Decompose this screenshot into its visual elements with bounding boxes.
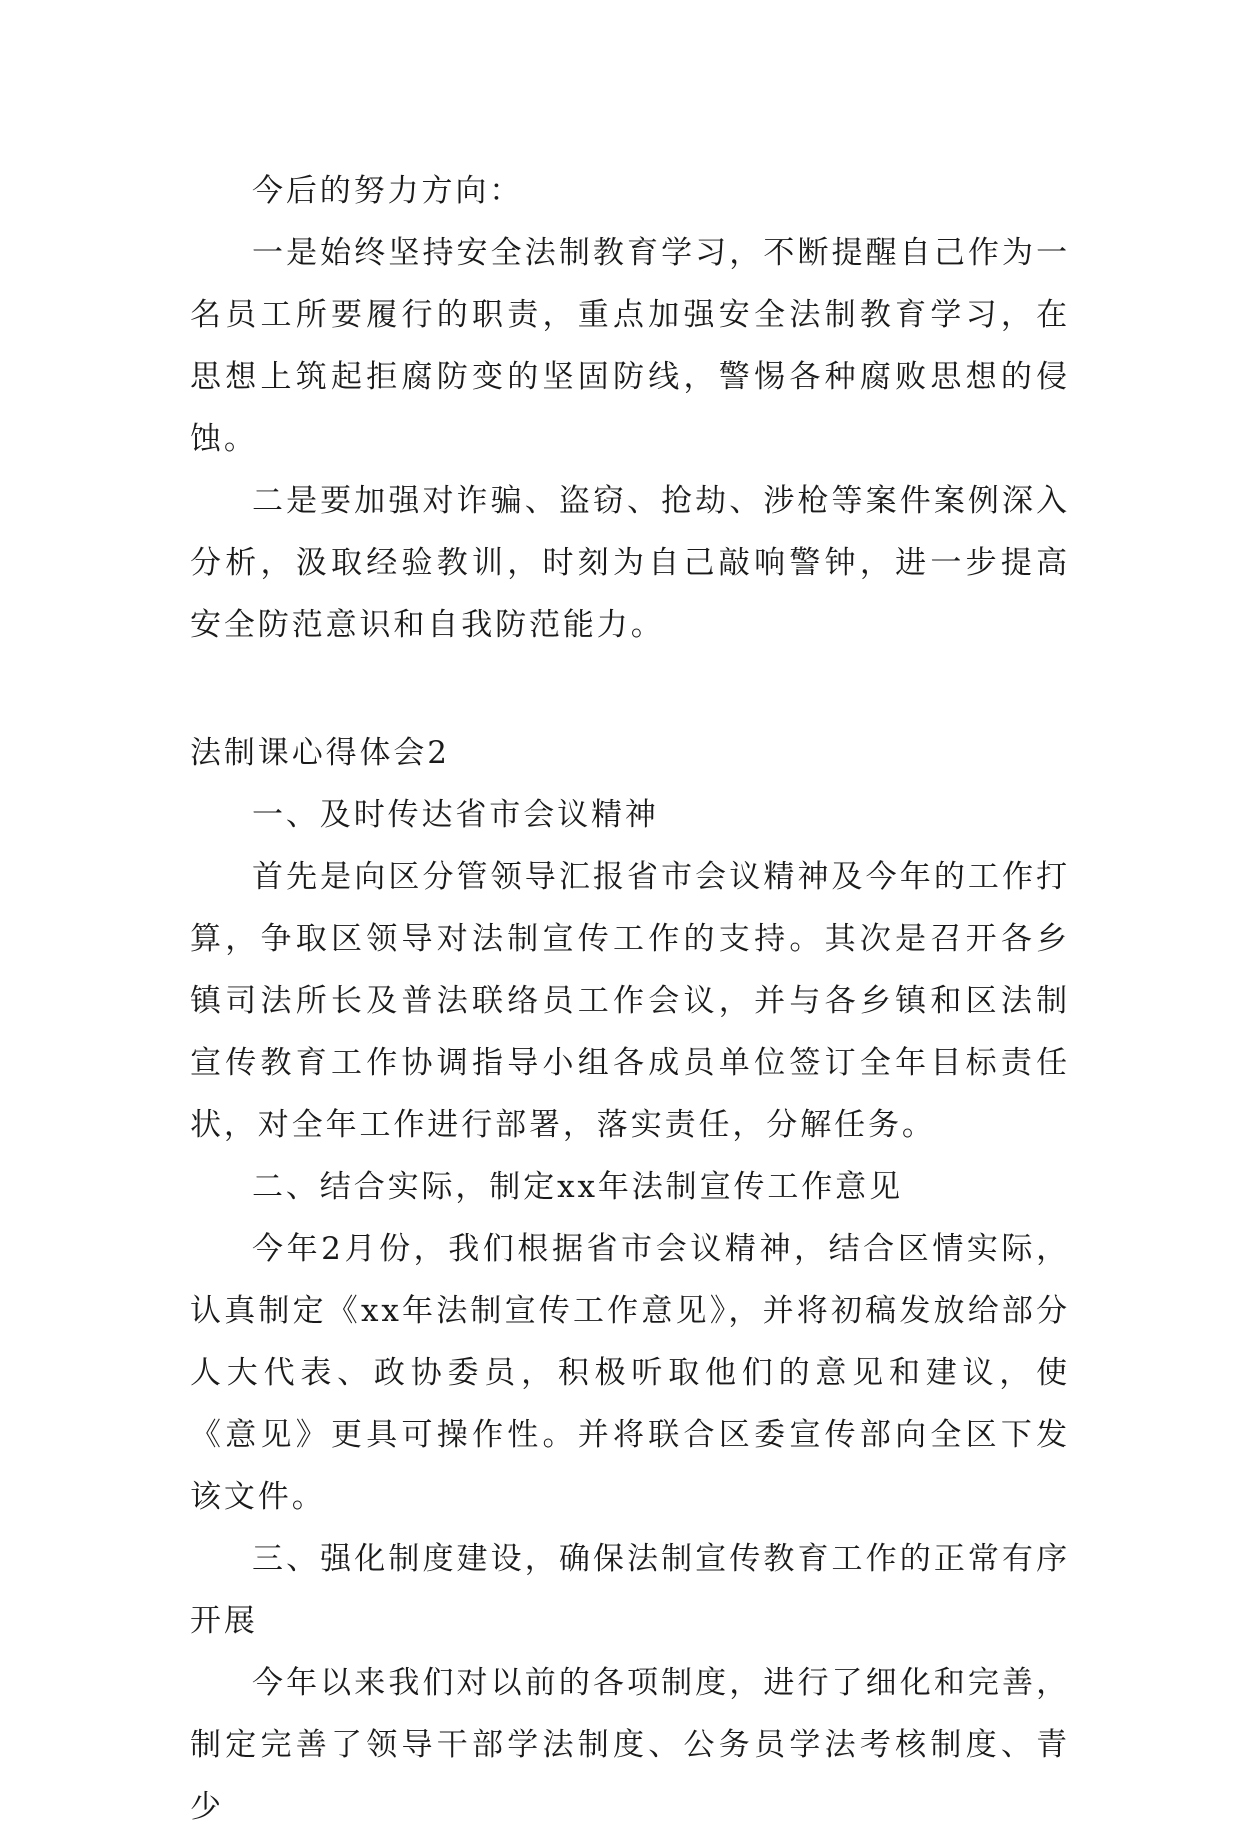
document-title: 法制课心得体会2 [190, 735, 450, 771]
section-gap [190, 656, 1070, 722]
subheading-three: 三、强化制度建设，确保法制宣传教育工作的正常有序开展 [190, 1541, 1070, 1639]
paragraph-body-two: 今年2月份，我们根据省市会议精神，结合区情实际，认真制定《xx年法制宣传工作意见》，并将初稿发放给部分人大代表、政协委员，积极听取他们的意见和建议，使《意见》更具可操作性。并将联合区委宣传部向全区下发该文件。 [190, 1231, 1070, 1515]
subheading-one: 一、及时传达省市会议精神 [252, 797, 659, 833]
paragraph-point-one: 一是始终坚持安全法制教育学习，不断提醒自己作为一名员工所要履行的职责，重点加强安全法制教育学习，在思想上筑起拒腐防变的坚固防线，警惕各种腐败思想的侵蚀。 [190, 235, 1070, 457]
paragraph-body-three: 今年以来我们对以前的各项制度，进行了细化和完善，制定完善了领导干部学法制度、公务员学法考核制度、青少 [190, 1665, 1070, 1825]
document-body [190, 160, 1070, 1838]
section-heading: 今后的努力方向： [252, 173, 524, 209]
paragraph-body-one: 首先是向区分管领导汇报省市会议精神及今年的工作打算，争取区领导对法制宣传工作的支持。其次是召开各乡镇司法所长及普法联络员工作会议，并与各乡镇和区法制宣传教育工作协调指导小组各成员单位签订全年目标责任状，对全年工作进行部署，落实责任，分解任务。 [190, 859, 1070, 1143]
paragraph-point-two: 二是要加强对诈骗、盗窃、抢劫、涉枪等案件案例深入分析，汲取经验教训，时刻为自己敲响警钟，进一步提高安全防范意识和自我防范能力。 [190, 483, 1070, 643]
subheading-two: 二、结合实际，制定xx年法制宣传工作意见 [252, 1169, 903, 1205]
